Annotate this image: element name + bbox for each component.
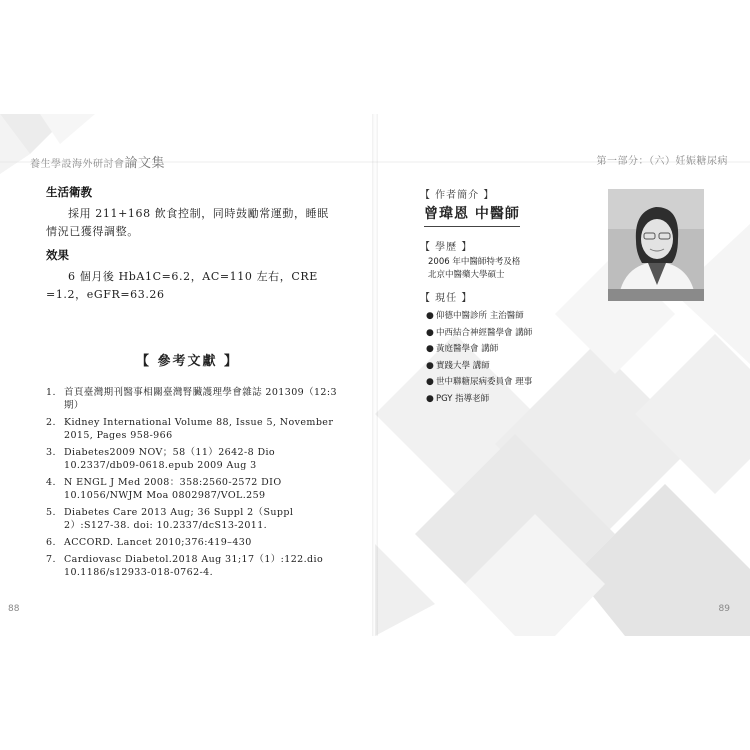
bullet-icon: ● — [426, 393, 434, 404]
education-item: 北京中醫藥大學碩士 — [428, 270, 505, 280]
reference-text: Diabetes Care 2013 Aug; 36 Suppl 2（Suppl 2）:S127-38. doi: 10.2337/dcS13-2011. — [64, 507, 294, 531]
author-name: 曾瑋恩 中醫師 — [424, 203, 520, 227]
bullet-icon: ● — [426, 311, 434, 321]
position-item — [426, 391, 532, 408]
position-item — [426, 325, 532, 342]
reference-item — [46, 446, 338, 472]
position-text: 仰德中醫診所 主治醫師 — [436, 311, 524, 321]
lifestyle-title: 生活衛教 — [46, 185, 92, 199]
reference-item — [46, 476, 338, 502]
running-head-right: 第一部分：（六）妊娠糖尿病 — [596, 156, 728, 167]
author-label: 【 作者簡介 】 — [420, 190, 495, 201]
positions-list — [426, 308, 532, 407]
position-item — [426, 308, 532, 325]
reference-text: N ENGL J Med 2008：358:2560-2572 DIO 10.1056/NWJM Moa 0802987/VOL.259 — [64, 477, 282, 501]
position-item — [426, 374, 532, 391]
reference-text: 首頁臺灣期刊醫事相關臺灣腎臟護理學會雜誌 201309（12:3 期） — [64, 387, 337, 411]
reference-item — [46, 386, 338, 412]
bullet-icon: ● — [426, 327, 434, 338]
position-text: 世中聯糖尿病委員會 理事 — [436, 377, 533, 387]
reference-item — [46, 536, 338, 549]
running-head-small: 養生學設海外研討會 — [30, 159, 125, 170]
position-text: 黃庭醫學會 講師 — [436, 344, 499, 354]
position-text: PGY 指導老師 — [436, 393, 490, 404]
running-head-big: 論文集 — [124, 156, 166, 171]
page-number-left: 88 — [8, 604, 20, 614]
reference-number: 6. — [46, 537, 56, 548]
effect-title: 效果 — [46, 248, 69, 262]
positions-label: 【 現任 】 — [420, 293, 473, 304]
running-head-left — [30, 152, 165, 171]
references-list — [46, 386, 338, 583]
reference-number: 2. — [46, 417, 56, 428]
education-item: 2006 年中醫師特考及格 — [428, 257, 521, 267]
education-list — [428, 256, 520, 282]
reference-number: 3. — [46, 447, 56, 458]
education-label: 【 學歷 】 — [420, 242, 473, 253]
page-number-right: 89 — [718, 604, 730, 614]
book-spread — [0, 114, 750, 636]
effect-text: 6 個月後 HbA1C=6.2，AC=110 左右，CRE =1.2，eGFR=63.26 — [46, 270, 318, 301]
reference-text: ACCORD. Lancet 2010;376:419–430 — [64, 537, 252, 548]
reference-number: 7. — [46, 554, 56, 565]
reference-item — [46, 416, 338, 442]
author-photo — [608, 189, 704, 301]
reference-text: Cardiovasc Diabetol.2018 Aug 31;17（1）:122.dio 10.1186/s12933-018-0762-4. — [64, 554, 324, 578]
reference-number: 5. — [46, 507, 56, 518]
references-title: 【 參考文獻 】 — [135, 354, 240, 369]
position-item — [426, 358, 532, 375]
bullet-icon: ● — [426, 377, 434, 387]
reference-text: Diabetes2009 NOV；58（11）2642-8 Dio 10.2337/db09-0618.epub 2009 Aug 3 — [64, 447, 276, 471]
reference-number: 1. — [46, 387, 56, 398]
position-text: 中西結合神經醫學會 講師 — [436, 327, 533, 338]
reference-item — [46, 553, 338, 579]
bullet-icon: ● — [426, 360, 434, 371]
reference-item — [46, 506, 338, 532]
position-item — [426, 341, 532, 358]
book-gutter — [372, 114, 378, 636]
lifestyle-text: 採用 211+168 飲食控制，同時鼓勵常運動，睡眠情況已獲得調整。 — [46, 207, 329, 238]
reference-text: Kidney International Volume 88, Issue 5, November 2015, Pages 958-966 — [64, 417, 334, 441]
bullet-icon: ● — [426, 344, 434, 354]
reference-number: 4. — [46, 477, 56, 488]
left-page — [0, 114, 375, 636]
position-text: 實踐大學 講師 — [436, 360, 490, 371]
